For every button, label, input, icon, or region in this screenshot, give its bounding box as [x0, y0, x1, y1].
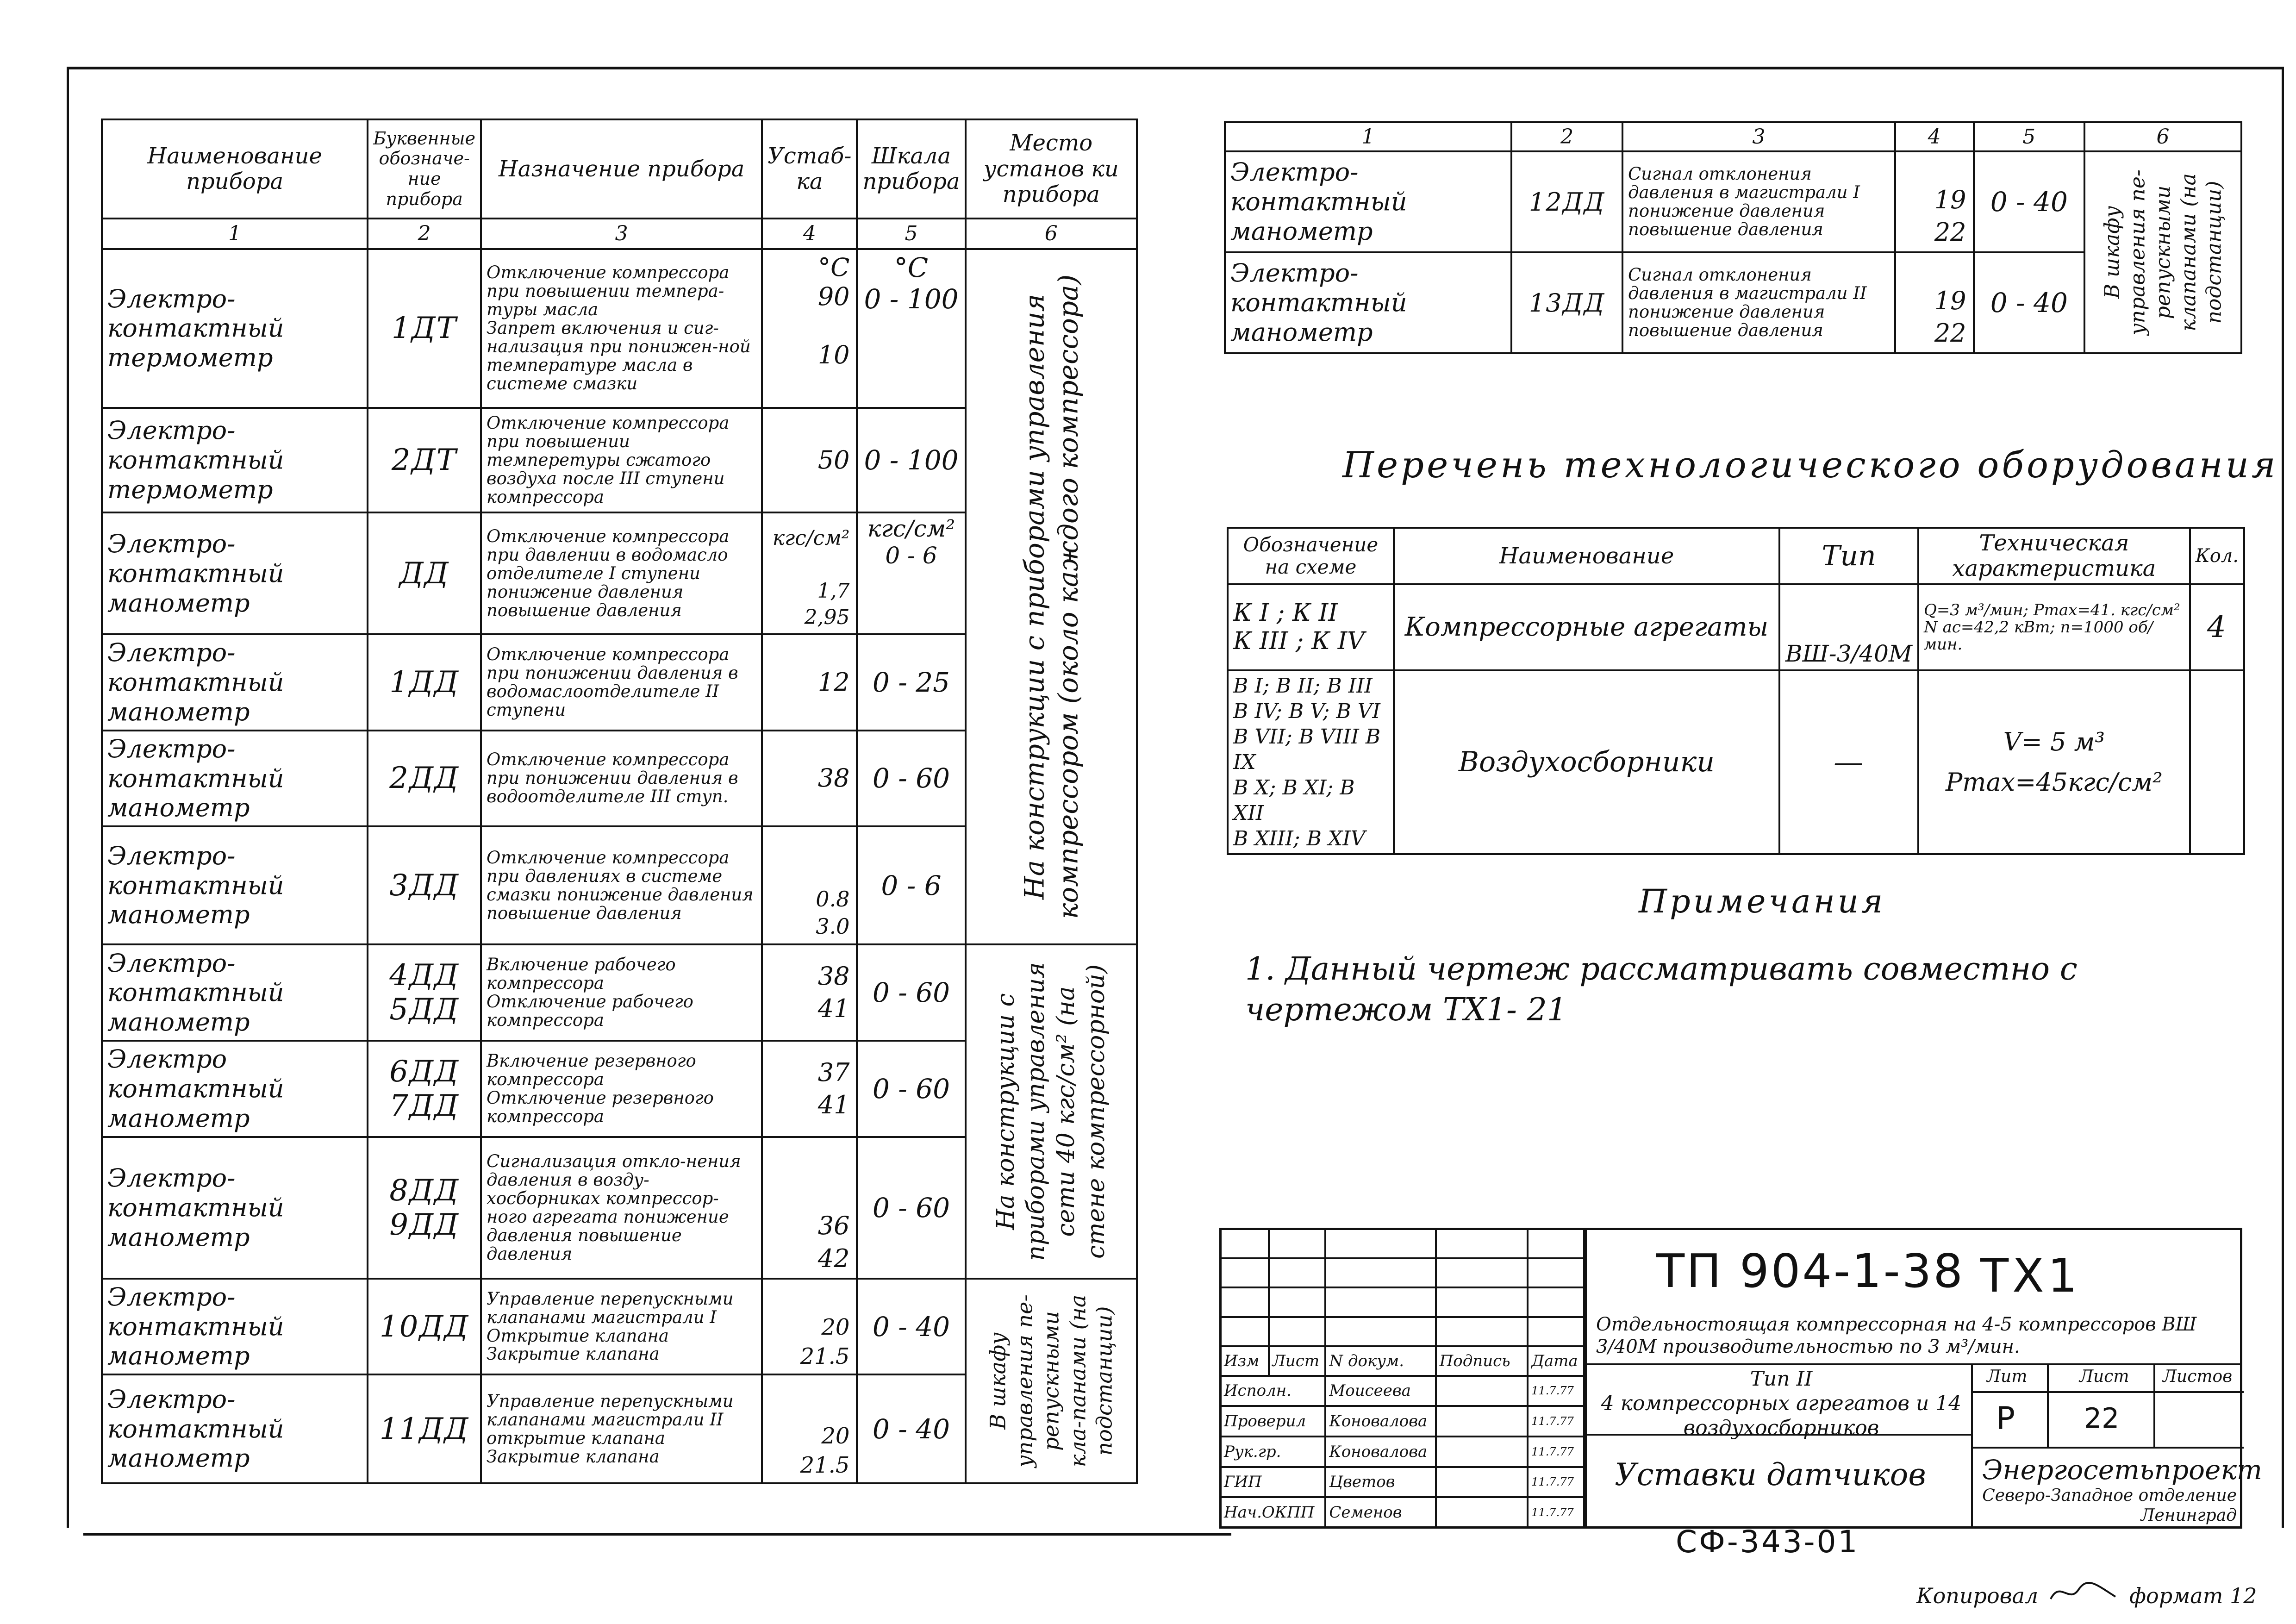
role: Проверил [1220, 1406, 1325, 1437]
device-scale: 0 - 60 [857, 1041, 965, 1137]
device-name: Электро- контактный манометр [102, 826, 368, 944]
device-purpose: Сигнализация откло-нения давления в возду-хосборниках компрессор-ного агрегата понижение давления повышение давления [481, 1137, 762, 1279]
header-cell: Наименование [1394, 528, 1779, 584]
install-place [2084, 151, 2241, 353]
signature-row [1220, 1437, 1584, 1467]
device-scale: °С 0 - 100 [857, 249, 965, 408]
person-name: Моисеева [1325, 1376, 1435, 1406]
device-purpose: Сигнал отклонения давления в магистрали II понижение давления повышение давления [1622, 252, 1895, 353]
column-number: 5 [1974, 122, 2084, 151]
device-name: Электро- контактный манометр [102, 944, 368, 1041]
organization-department: Северо-Западное отделение Ленинград [1982, 1486, 2237, 1525]
table-row [1225, 151, 2241, 252]
table-header-row [1228, 528, 2244, 584]
role: Нач.ОКПП [1220, 1497, 1325, 1528]
device-scale: 0 - 100 [857, 408, 965, 513]
device-scale: 0 - 25 [857, 634, 965, 730]
signature-row [1220, 1467, 1584, 1498]
device-code: 2ДД [368, 731, 481, 826]
device-setting: 50 [762, 408, 857, 513]
stamp-number: СФ-343-01 [1676, 1524, 1859, 1560]
device-scale: 0 - 60 [857, 731, 965, 826]
device-setting: °С 90 10 [762, 249, 857, 408]
device-scale: 0 - 40 [1974, 252, 2084, 353]
signature [1436, 1497, 1528, 1528]
install-place-group-1 [966, 249, 1137, 945]
signature [1436, 1406, 1528, 1437]
device-name: Электро- контактный манометр [102, 1137, 368, 1279]
device-purpose: Управление перепускными клапанами магистрали I Открытие клапана Закрытие клапана [481, 1279, 762, 1374]
device-purpose: Отключение компрессора при давлении в водомасло отделителе I ступени понижение давления повышение давления [481, 512, 762, 634]
column-number: 3 [1622, 122, 1895, 151]
equipment-type: — [1779, 670, 1918, 854]
header-cell: Кол. [2190, 528, 2244, 584]
table-row [102, 944, 1137, 1041]
header-cell: Место установ ки прибора [966, 119, 1137, 219]
sensor-settings-table [101, 119, 1138, 1484]
person-name: Семенов [1325, 1497, 1435, 1528]
column-number-row [102, 219, 1137, 249]
device-name: Электро контактный манометр [102, 1041, 368, 1137]
device-name: Электро- контактный манометр [1225, 151, 1511, 252]
sheets-label: Листов [2163, 1367, 2233, 1386]
equipment-type: ВШ-3/40М [1779, 584, 1918, 670]
header-cell: Шкала прибора [857, 119, 965, 219]
device-name: Электро- контактный манометр [102, 1279, 368, 1374]
signature-row [1220, 1376, 1584, 1406]
column-number: 2 [368, 219, 481, 249]
date: 11.7.77 [1528, 1437, 1584, 1467]
device-name: Электро- контактный манометр [102, 512, 368, 634]
device-code: 10ДД [368, 1279, 481, 1374]
sheet-code: ТХ1 [1980, 1249, 2081, 1303]
device-scale: 0 - 60 [857, 944, 965, 1041]
device-code: 4ДД 5ДД [368, 944, 481, 1041]
header-cell: Дата [1528, 1346, 1584, 1376]
header-cell: Устаб-ка [762, 119, 857, 219]
equipment-designation: К I ; К II К III ; К IV [1228, 584, 1394, 670]
device-setting: 20 21.5 [762, 1374, 857, 1483]
table-header-row [102, 119, 1137, 219]
signature [1436, 1467, 1528, 1498]
device-purpose: Отключение компрессора при понижении давления в водоотделителе III ступ. [481, 731, 762, 826]
signature-row [1220, 1406, 1584, 1437]
device-setting: 38 41 [762, 944, 857, 1041]
column-number-row [1225, 122, 2241, 151]
device-setting: кгс/см² 1,7 2,95 [762, 512, 857, 634]
device-name: Электро- контактный манометр [1225, 252, 1511, 353]
date: 11.7.77 [1528, 1467, 1584, 1498]
device-scale: 0 - 40 [857, 1374, 965, 1483]
device-code: ДД [368, 512, 481, 634]
signature-header-row [1220, 1346, 1584, 1376]
device-setting: 38 [762, 731, 857, 826]
install-place-text: В шкафу управления пе-репускными кла-панами (на подстанции) [985, 1294, 1117, 1468]
header-cell: N докум. [1325, 1346, 1435, 1376]
device-purpose: Включение рабочего компрессора Отключение рабочего компрессора [481, 944, 762, 1041]
device-scale: 0 - 6 [857, 826, 965, 944]
device-setting: 37 41 [762, 1041, 857, 1137]
device-setting: 12 [762, 634, 857, 730]
date: 11.7.77 [1528, 1376, 1584, 1406]
install-place-group-3 [966, 1279, 1137, 1483]
device-code: 13ДД [1511, 252, 1622, 353]
device-code: 6ДД 7ДД [368, 1041, 481, 1137]
install-place-group-2 [966, 944, 1137, 1279]
role: ГИП [1220, 1467, 1325, 1498]
title-block [1219, 1228, 2263, 1529]
title-block-main [1585, 1230, 2263, 1526]
column-number: 1 [102, 219, 368, 249]
document-number: ТП 904-1-38 [1656, 1244, 1965, 1298]
device-purpose: Сигнал отклонения давления в магистрали I понижение давления повышение давления [1622, 151, 1895, 252]
device-code: 1ДТ [368, 249, 481, 408]
equipment-spec: Q=3 м³/мин; Рmax=41. кгс/см² N ас=42,2 кВт; n=1000 об/мин. [1918, 584, 2190, 670]
device-purpose: Отключение компрессора при понижении давления в водомаслоотделителе II ступени [481, 634, 762, 730]
equipment-qty: 4 [2190, 584, 2244, 670]
organization: Энергосетьпроект [1982, 1454, 2263, 1486]
device-code: 11ДД [368, 1374, 481, 1483]
equipment-table [1227, 527, 2245, 855]
column-number: 3 [481, 219, 762, 249]
device-purpose: Отключение компрессора при повышении темперетуры сжатого воздуха после III ступени компрессора [481, 408, 762, 513]
device-code: 3ДД [368, 826, 481, 944]
device-name: Электро- контактный манометр [102, 731, 368, 826]
blank-row [1220, 1317, 1584, 1347]
table-row [1228, 584, 2244, 670]
column-number: 5 [857, 219, 965, 249]
table-row [1228, 670, 2244, 854]
device-scale: 0 - 60 [857, 1137, 965, 1279]
header-cell: Буквенные обозначе-ние прибора [368, 119, 481, 219]
signature-row [1220, 1497, 1584, 1528]
header-cell: Лист [1269, 1346, 1326, 1376]
copied-by-label: Копировал [1916, 1583, 2039, 1608]
device-code: 12ДД [1511, 151, 1622, 252]
column-number: 6 [2084, 122, 2241, 151]
equipment-designation: В I; В II; В III В IV; В V; В VI В VII; В VIII В IX В X; В XI; В XII В XIII; В XIV [1228, 670, 1394, 854]
lit-label: Лит [1987, 1367, 2028, 1386]
person-name: Коновалова [1325, 1437, 1435, 1467]
header-cell: Подпись [1436, 1346, 1528, 1376]
device-name: Электро- контактный термометр [102, 408, 368, 513]
person-name: Цветов [1325, 1467, 1435, 1498]
project-description: Отдельностоящая компрессорная на 4-5 компрессоров ВШ 3/40М производительностью по 3 м³/мин. [1596, 1314, 2197, 1357]
equipment-list-title: Перечень технологического оборудования [1342, 444, 2278, 486]
equipment-name: Воздухосборники [1394, 670, 1779, 854]
format-label: формат 12 [2129, 1583, 2257, 1608]
header-cell: Тип [1779, 528, 1918, 584]
column-number: 4 [1895, 122, 1974, 151]
type-description: Тип II 4 компрессорных агрегатов и 14 воздухосборников [1601, 1367, 1962, 1440]
title-block-signatures [1219, 1228, 1585, 1529]
device-code: 2ДТ [368, 408, 481, 513]
date: 11.7.77 [1528, 1497, 1584, 1528]
sheet-label: Лист [2079, 1367, 2129, 1386]
column-number: 2 [1511, 122, 1622, 151]
frame-bottom-line [83, 1533, 1231, 1536]
device-name: Электро- контактный манометр [102, 1374, 368, 1483]
device-name: Электро- контактный манометр [102, 634, 368, 730]
device-name: Электро- контактный термометр [102, 249, 368, 408]
role: Рук.гр. [1220, 1437, 1325, 1467]
copier-signature [2046, 1576, 2120, 1608]
column-number: 6 [966, 219, 1137, 249]
device-setting: 20 21.5 [762, 1279, 857, 1374]
device-purpose: Отключение компрессора при повышении темпера-туры масла Запрет включения и сиг-нализация при понижен-ной температуре масла в системе смазки [481, 249, 762, 408]
device-scale: кгс/см² 0 - 6 [857, 512, 965, 634]
equipment-spec: V= 5 м³ Рmax=45кгс/см² [1918, 670, 2190, 854]
divider [1587, 1434, 1971, 1436]
header-cell: Наименование прибора [102, 119, 368, 219]
signature [1436, 1437, 1528, 1467]
device-setting: 36 42 [762, 1137, 857, 1279]
device-purpose: Включение резервного компрессора Отключение резервного компрессора [481, 1041, 762, 1137]
blank-row [1220, 1287, 1584, 1317]
device-setting: 19 22 [1895, 151, 1974, 252]
column-number: 1 [1225, 122, 1511, 151]
table-row [102, 249, 1137, 408]
device-purpose: Управление перепускными клапанами магистрали II открытие клапана Закрытие клапана [481, 1374, 762, 1483]
blank-row [1220, 1229, 1584, 1258]
device-code: 8ДД 9ДД [368, 1137, 481, 1279]
device-code: 1ДД [368, 634, 481, 730]
signature [1436, 1376, 1528, 1406]
sheet-value: 22 [2084, 1402, 2120, 1435]
sensor-settings-table-continued [1224, 121, 2242, 354]
date: 11.7.77 [1528, 1406, 1584, 1437]
equipment-qty [2190, 670, 2244, 854]
column-number: 4 [762, 219, 857, 249]
device-scale: 0 - 40 [857, 1279, 965, 1374]
equipment-name: Компрессорные агрегаты [1394, 584, 1779, 670]
blank-row [1220, 1258, 1584, 1288]
role: Исполн. [1220, 1376, 1325, 1406]
notes-title: Примечания [1639, 882, 1886, 920]
device-purpose: Отключение компрессора при давлениях в системе смазки понижение давления повышение давления [481, 826, 762, 944]
install-place-text: На конструкции с приборами управления компрессором (около каждого компрессора) [1018, 274, 1084, 919]
header-cell: Назначение прибора [481, 119, 762, 219]
table-row [102, 1279, 1137, 1374]
header-cell: Изм [1220, 1346, 1269, 1376]
header-cell: Обозначение на схеме [1228, 528, 1394, 584]
header-cell: Техническая характеристика [1918, 528, 2190, 584]
lit-value: Р [1996, 1400, 2015, 1437]
drawing-name: Уставки датчиков [1615, 1457, 1926, 1493]
device-scale: 0 - 40 [1974, 151, 2084, 252]
note-item: 1. Данный чертеж рассматривать совместно с чертежом ТХ1- 21 [1245, 951, 2078, 1029]
device-setting: 19 22 [1895, 252, 1974, 353]
install-place-text: На конструкции с приборами управления сети 40 кгс/см² (на стене компрессорной) [992, 962, 1110, 1261]
install-place-text: В шкафу управления пе-репускными клапанами (на подстанции) [2100, 169, 2226, 335]
device-setting: 0.8 3.0 [762, 826, 857, 944]
sheet-info [1971, 1363, 2263, 1526]
person-name: Коновалова [1325, 1406, 1435, 1437]
